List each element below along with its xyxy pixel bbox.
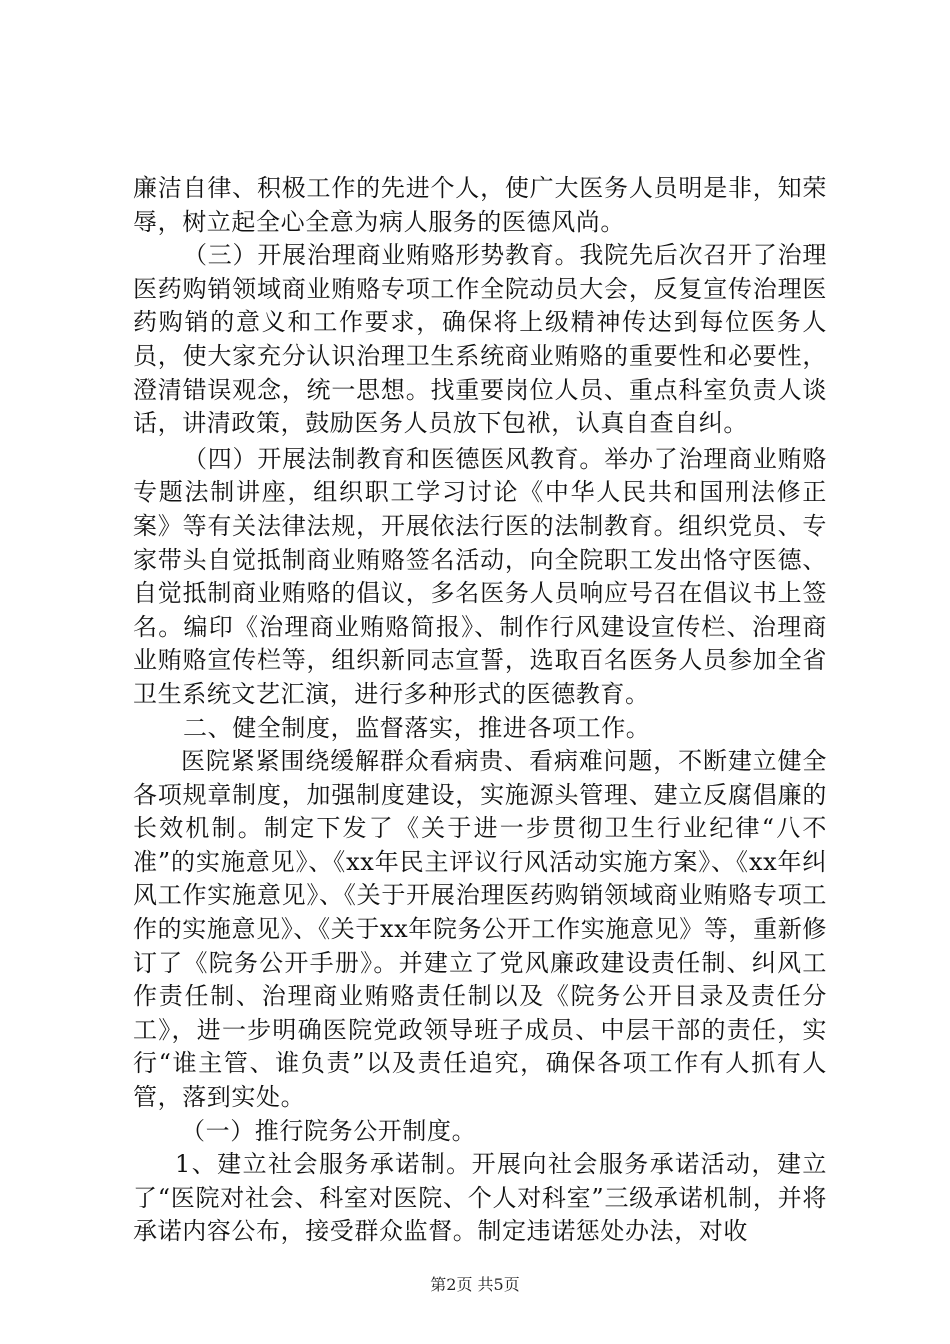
paragraph-system-building: 医院紧紧围绕缓解群众看病贵、看病难问题，不断建立健全各项规章制度，加强制度建设，实施源头管理、建立反腐倡廉的长效机制。制定下发了《关于进一步贯彻卫生行业纪律“八不准”的实施意见》、《xx年民主评议行风活动实施方案》、《xx年纠风工作实施意见》、《关于开展治理医药购销领域商业贿赂专项工作的实施意见》、《关于xx年院务公开工作实施意见》等，重新修订了《院务公开手册》。并建立了党风廉政建设责任制、纠风工作责任制、治理商业贿赂责任制以及《院务公开目录及责任分工》，进一步明确医院党政领导班子成员、中层干部的责任，实行“谁主管、谁负责”以及责任追究，确保各项工作有人抓有人管，落到实处。 — [133, 747, 827, 1112]
page-footer: 第2页 共5页 — [430, 1275, 520, 1294]
paragraph-service-commitment: 1、建立社会服务承诺制。开展向社会服务承诺活动，建立了“医院对社会、科室对医院、个人对科室”三级承诺机制，并将承诺内容公布，接受群众监督。制定违诺惩处办法，对收 — [133, 1150, 827, 1246]
heading-part-2: 二、健全制度，监督落实，推进各项工作。 — [183, 713, 651, 742]
heading-subsection-1: （一）推行院务公开制度。 — [181, 1116, 477, 1145]
document-body — [133, 172, 827, 1249]
paragraph-section-3: （三）开展治理商业贿赂形势教育。我院先后次召开了治理医药购销领域商业贿赂专项工作全院动员大会，反复宣传治理医药购销的意义和工作要求，确保将上级精神传达到每位医务人员，使大家充分认识治理卫生系统商业贿赂的重要性和必要性，澄清错误观念，统一思想。找重要岗位人员、重点科室负责人谈话，讲清政策，鼓励医务人员放下包袱，认真自查自纠。 — [133, 241, 827, 438]
paragraph-section-4: （四）开展法制教育和医德医风教育。举办了治理商业贿赂专题法制讲座，组织职工学习讨论《中华人民共和国刑法修正案》等有关法律法规，开展依法行医的法制教育。组织党员、专家带头自觉抵制商业贿赂签名活动，向全院职工发出恪守医德、自觉抵制商业贿赂的倡议，多名医务人员响应号召在倡议书上签名。编印《治理商业贿赂简报》、制作行风建设宣传栏、治理商业贿赂宣传栏等，组织新同志宣誓，选取百名医务人员参加全省卫生系统文艺汇演，进行多种形式的医德教育。 — [133, 444, 827, 708]
paragraph-continuation: 廉洁自律、积极工作的先进个人，使广大医务人员明是非，知荣辱，树立起全心全意为病人服务的医德风尚。 — [133, 174, 827, 236]
